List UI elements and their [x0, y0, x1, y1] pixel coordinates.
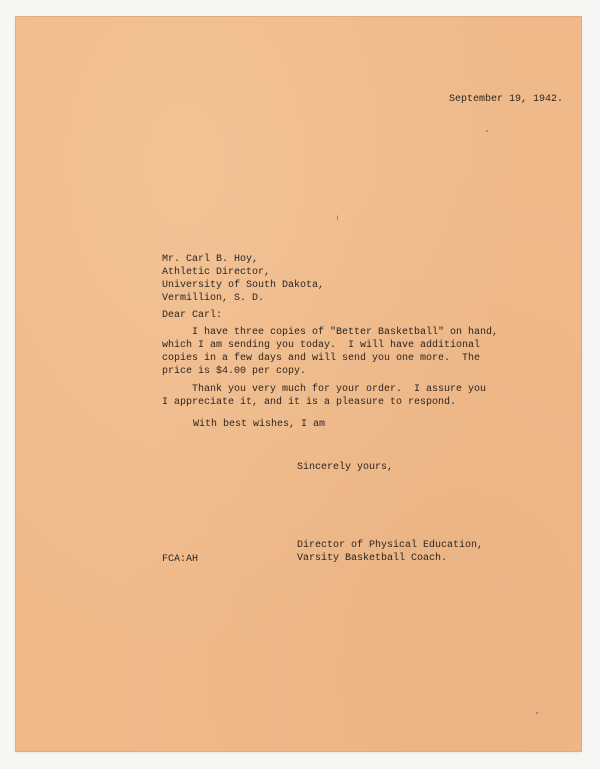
- signature-block: [297, 539, 483, 565]
- recipient-line: Mr. Carl B. Hoy,: [162, 254, 259, 265]
- letter-page: [16, 17, 581, 751]
- complimentary-closing: Sincerely yours,: [297, 462, 394, 473]
- signature-line: Varsity Basketball Coach.: [297, 553, 448, 564]
- body-paragraph-1: [162, 326, 498, 378]
- paragraph-line: I appreciate it, and it is a pleasure to respond.: [162, 397, 457, 408]
- paper-speck: [486, 130, 488, 132]
- paragraph-line: price is $4.00 per copy.: [162, 366, 307, 377]
- salutation: Dear Carl:: [162, 310, 223, 321]
- paper-speck: [536, 712, 538, 714]
- recipient-line: University of South Dakota,: [162, 280, 325, 291]
- reference-initials: FCA:AH: [162, 554, 199, 565]
- signature-line: Director of Physical Education,: [297, 540, 484, 551]
- body-paragraph-2: [162, 383, 486, 409]
- paragraph-line: Thank you very much for your order. I assure you: [162, 384, 487, 395]
- paragraph-line: which I am sending you today. I will have additional: [162, 340, 481, 351]
- body-paragraph-3: With best wishes, I am: [193, 419, 326, 430]
- paragraph-line: I have three copies of "Better Basketball" on hand,: [162, 327, 499, 338]
- paragraph-line: copies in a few days and will send you one more. The: [162, 353, 481, 364]
- letter-date: September 19, 1942.: [449, 94, 564, 105]
- recipient-line: Vermillion, S. D.: [162, 293, 265, 304]
- recipient-line: Athletic Director,: [162, 267, 271, 278]
- paper-speck: [337, 215, 338, 221]
- recipient-address: [162, 253, 324, 305]
